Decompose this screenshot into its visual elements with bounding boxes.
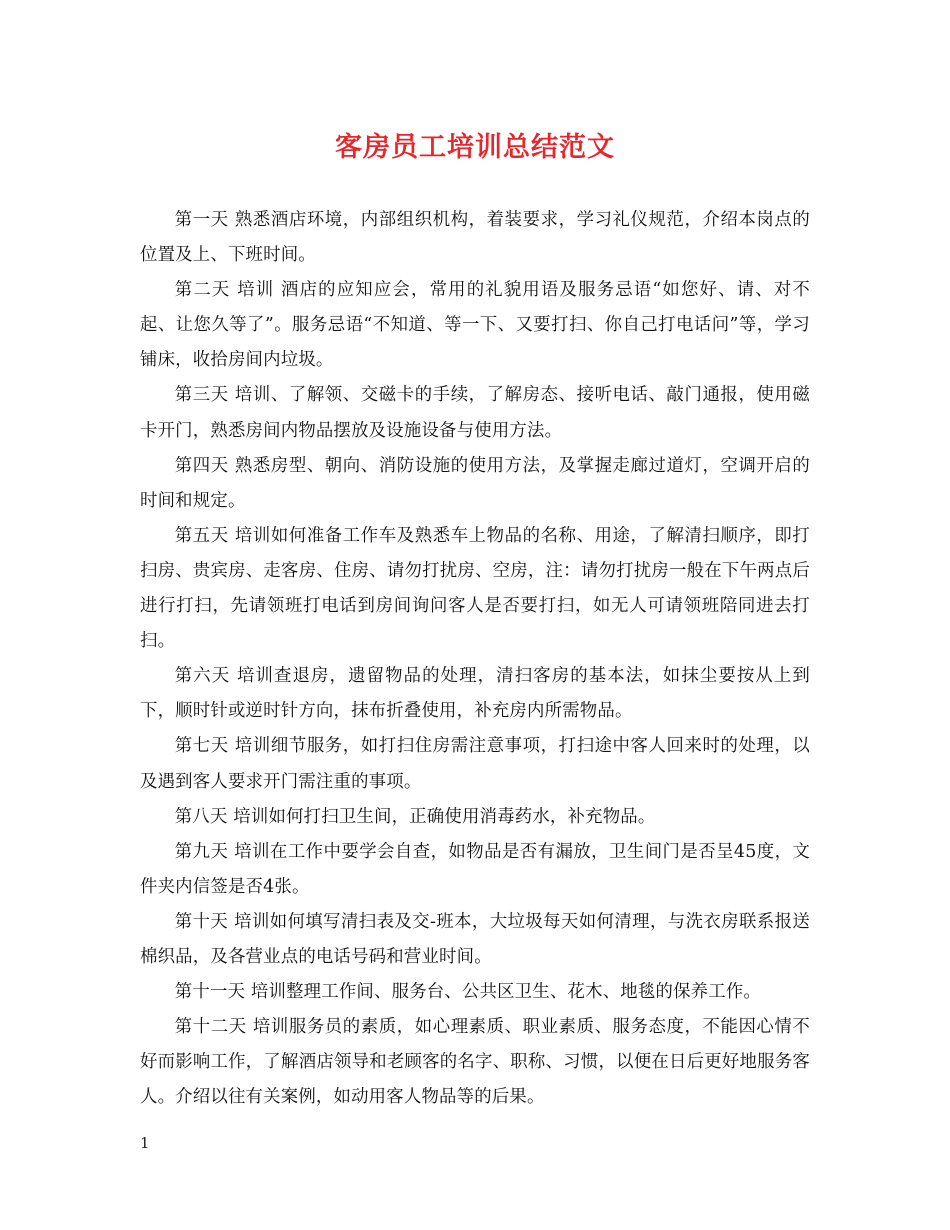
paragraph-day-4: 第四天 熟悉房型、朝向、消防设施的使用方法，及掌握走廊过道灯，空调开启的时间和规定。 bbox=[140, 455, 810, 511]
paragraph-day-12: 第十二天 培训服务员的素质，如心理素质、职业素质、服务态度，不能因心情不好而影响工作，了解酒店领导和老顾客的名字、职称、习惯，以便在日后更好地服务客人。介绍以往有关案例，如动用客人物品等的后果。 bbox=[140, 1017, 810, 1108]
paragraph-day-5: 第五天 培训如何准备工作车及熟悉车上物品的名称、用途，了解清扫顺序，即打扫房、贵宾房、走客房、住房、请勿打扰房、空房，注：请勿打扰房一般在下午两点后进行打扫，先请领班打电话到房间询问客人是否要打扫，如无人可请领班陪同进去打扫。 bbox=[140, 525, 810, 652]
paragraph-day-10: 第十天 培训如何填写清扫表及交-班本，大垃圾每天如何清理，与洗衣房联系报送棉织品，及各营业点的电话号码和营业时间。 bbox=[140, 911, 810, 967]
paragraph-day-2: 第二天 培训 酒店的应知应会，常用的礼貌用语及服务忌语“如您好、请、对不起、让您久等了”。服务忌语“不知道、等一下、又要打扫、你自己打电话问”等，学习铺床，收拾房间内垃圾。 bbox=[140, 280, 810, 371]
document-body bbox=[140, 203, 810, 1115]
paragraph-day-1: 第一天 熟悉酒店环境，内部组织机构，着装要求，学习礼仪规范，介绍本岗点的位置及上、下班时间。 bbox=[140, 210, 810, 266]
paragraph-day-7: 第七天 培训细节服务，如打扫住房需注意事项，打扫途中客人回来时的处理，以及遇到客人要求开门需注重的事项。 bbox=[140, 736, 810, 792]
paragraph-day-8: 第八天 培训如何打扫卫生间，正确使用消毒药水，补充物品。 bbox=[174, 806, 656, 827]
paragraph-day-11: 第十一天 培训整理工作间、服务台、公共区卫生、花木、地毯的保养工作。 bbox=[174, 982, 762, 1003]
paragraph-day-3: 第三天 培训、了解领、交磁卡的手续，了解房态、接听电话、敲门通报，使用磁卡开门，熟悉房间内物品摆放及设施设备与使用方法。 bbox=[140, 385, 810, 441]
document-title: 客房员工培训总结范文 bbox=[335, 132, 615, 163]
page-number: 1 bbox=[140, 1134, 150, 1152]
paragraph-day-6: 第六天 培训查退房，遗留物品的处理，清扫客房的基本法，如抹尘要按从上到下，顺时针或逆时针方向，抹布折叠使用，补充房内所需物品。 bbox=[140, 666, 810, 722]
paragraph-day-9: 第九天 培训在工作中要学会自查，如物品是否有漏放，卫生间门是否呈45度，文件夹内信签是否4张。 bbox=[140, 841, 810, 897]
